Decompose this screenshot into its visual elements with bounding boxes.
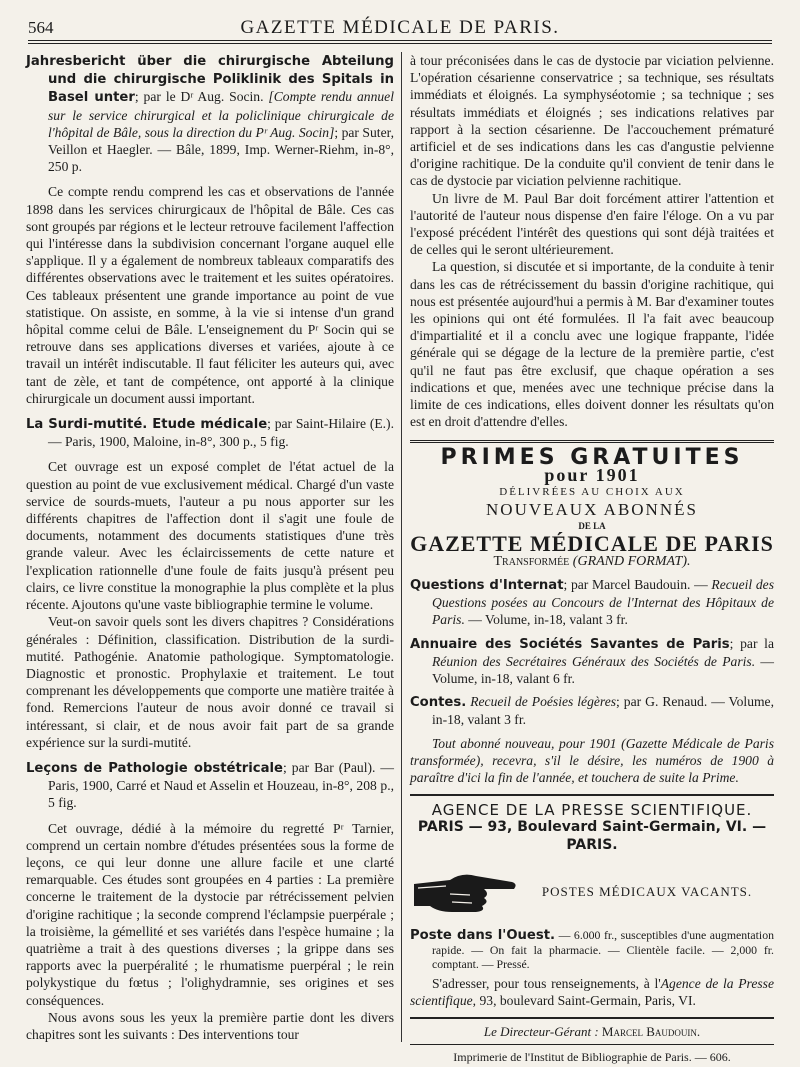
left-column xyxy=(26,52,394,1043)
vacancies-title: POSTES MÉDICAUX VACANTS. xyxy=(541,884,753,900)
vacancy-ouest: Poste dans l'Ouest. — 6.000 fr., susceptibles d'une augmentation rapide. — On fait la pharmacie. — Clientèle facile. — 2,000 fr. comptant. — Pressé. xyxy=(410,927,774,971)
promo-year: pour 1901 xyxy=(544,464,640,485)
review-2-heading: La Surdi-mutité. Etude médicale; par Saint-Hilaire (E.). — Paris, 1900, Maloine, in-8°, 300 p., 5 fig. xyxy=(26,416,394,450)
director-line: Le Directeur-Gérant : Marcel Baudouin. xyxy=(410,1017,774,1040)
promo-format: Transformée (GRAND FORMAT). xyxy=(493,553,691,569)
column-separator xyxy=(401,52,402,1042)
header-rule xyxy=(28,43,772,44)
review-3-continuation-3: La question, si discutée et si importante, de la conduite à tenir dans les cas de rétrécissement du bassin d'origine rachitique, qui nous est présentée aujourd'hui a permis à M. Bar d'examiner toutes les opinions qui ont été formulées. Il l'a fait avec beaucoup d'impartialité et il a conclu avec une logique frappante, l'idée générale qui se dégage de la lecture de la première partie, c'est qu'il ne faut pas être exclusif, que chaque opération a ses indications et que, menées avec une technique précise dans la limite de ces indications, elles doivent donner les résultats qu'on est en droit d'attendre d'elles. xyxy=(410,259,774,430)
page-number: 564 xyxy=(28,18,54,37)
review-3-heading: Leçons de Pathologie obstétricale; par Bar (Paul). — Paris, 1900, Carré et Naud et Asselin et Houzeau, in-8°, 208 p., 5 fig. xyxy=(26,759,394,811)
press-agency-box xyxy=(410,794,774,854)
review-3-continuation-1: à tour préconisées dans le cas de dystocie par viciation pelvienne. L'opération césarienne conservatrice ; sa technique, ses résultats immédiats et éloignés. La symphyséotomie ; sa technique ; ses résultats immédiats et éloignés ; ses indications relatives par rapport à la section césarienne. De l'accouchement prématuré artificiel et de ses indications dans les cas d'angustie pelvienne d'origine rachitique. De la conduite qu'il convient de tenir dans le cas de dystocie par viciation pelvienne rachitique. xyxy=(410,53,774,189)
promo-gazette-name: GAZETTE MÉDICALE DE PARIS xyxy=(410,531,774,557)
review-2-body-1: Cet ouvrage est un exposé complet de l'état actuel de la question au point de vue exclusivement médical. Chargé d'un vaste service de sourds-muets, l'auteur a pu nous apporter sur les différents chapitres de l'affection dont il s'agit une foule de documents, notamment des documents statistiques d'une très grande valeur. Avec les éclaircissements de cette nature et l'explication rationnelle d'une foule de faits jusqu'à présent peu clairs, ce livre constitue la monographie la plus complète et la plus récente. Ajoutons qu'une vaste bibliographie termine le volume. xyxy=(26,459,394,613)
review-2-body-2: Veut-on savoir quels sont les divers chapitres ? Considérations générales : Définition, classification. Distribution de la surdi-mutité. Pathogénie. Anatomie pathologique. Symptomatologie. Diagnostic et pronostic. Prophylaxie et traitement. Le tout comprenant les développements que comporte une matière traitée à fond. Remercions l'auteur de nous avoir donné ce travail si intéressant, si clair, et de nous avoir fait part de sa grande expérience sur la surdi-mutité. xyxy=(26,614,394,750)
premium-annuaire: Annuaire des Sociétés Savantes de Paris; par la Réunion des Secrétaires Généraux des Sociétés de Paris. — Volume, in-18, valant 6 fr. xyxy=(410,635,774,686)
review-1-body: Ce compte rendu comprend les cas et observations de l'année 1898 dans les services chirurgicaux de l'hôpital de Bâle. Ces cas sont groupés par régions et le lecteur retrouve facilement l'affection qui l'intéresse dans la subdivision concernant l'organe auquel elle s'applique. Il y a également de nombreux tableaux comparatifs des différentes observations avec le traitement et les suites opératoires. Ces tableaux présentent une grande importance au point de vue statistique. On assiste, en somme, à la vie si intense d'un grand hôpital comme celui de Bâle. L'enseignement du Pʳ Socin qui se retrouve dans ses applications diverses et variées, ajoute à ce travail un intérêt indiscutable. Il faut féliciter les auteurs qui, avec tant de zèle, et tant de compétence, ont apporté à la clinique chirurgicale un document aussi important. xyxy=(26,184,394,406)
review-3-body-1: Cet ouvrage, dédié à la mémoire du regretté Pʳ Tarnier, comprend un certain nombre d'études présentées sous la forme de leçons, ce qui leur donne une allure facile et une clarté remarquable. Ces études sont groupées en 4 parties : La première concerne le traitement de la dystocie par rétrécissement pelvien d'origine rachitique ; la seconde comprend l'éclampsie puerpérale ; la troisième, la gémellité et ses variétés dans l'espèce humaine ; la quatrième a trait à des questions diverses ; la grippe dans ses rapports avec la puerpéralité ; le rhumatisme puerpéral ; le rein polykystique du fœtus ; l'olighydramnie, ses origines et ses conséquences. xyxy=(26,820,394,1008)
right-column xyxy=(410,52,774,1067)
premium-announcement: Tout abonné nouveau, pour 1901 (Gazette Médicale de Paris transformée), recevra, s'il le désire, les numéros de 1900 à paraître d'ici la fin de l'année, et touchera de suite la Prime. xyxy=(410,735,774,785)
premium-contes: Contes. Recueil de Poésies légères; par G. Renaud. — Volume, in-18, valant 3 fr. xyxy=(410,694,774,728)
pointing-hand-icon xyxy=(410,862,520,922)
promo-title: PRIMES GRATUITES xyxy=(440,445,744,471)
agency-contact: S'adresser, pour tous renseignements, à l'Agence de la Presse scientifique, 93, boulevard Saint-Germain, Paris, VI. xyxy=(410,975,774,1008)
agency-address: PARIS — 93, Boulevard Saint-Germain, VI. — PARIS. xyxy=(417,819,767,853)
running-header xyxy=(28,14,772,41)
premium-questions-internat: Questions d'Internat; par Marcel Baudouin. — Recueil des Questions posées au Concours de l'Internat des Hôpitaux de Paris. — Volume, in-18, valant 3 fr. xyxy=(410,576,774,628)
subscription-premium-box xyxy=(410,440,774,786)
review-3-continuation-2: Un livre de M. Paul Bar doit forcément attirer l'attention et l'autorité de l'auteur nous dispense d'en faire l'éloge. On a vu par l'exposé précédent l'intérêt des questions qui sont déjà traitées et de celles qui le seront ultérieurement. xyxy=(410,190,774,258)
promo-de-la: DE LA xyxy=(578,521,606,532)
promo-new-subscribers: NOUVEAUX ABONNÉS xyxy=(486,500,698,520)
journal-title: GAZETTE MÉDICALE DE PARIS. xyxy=(240,17,560,38)
review-3-body-2: Nous avons sous les yeux la première partie dont les divers chapitres sont les suivants : Des interventions tour xyxy=(26,1009,394,1042)
review-1-heading: Jahresbericht über die chirurgische Abteilung und die chirurgische Poliklinik des Spitals in Basel unter; par le Dʳ Aug. Socin. [Compte rendu annuel sur le service chirurgical et la policlinique chirurgicale de l'hôpital de Bâle, sous la direction du Pʳ Aug. Socin]; par Suter, Veillon et Haegler. — Bâle, 1899, Imp. Werner-Riehm, in-8°, 250 p. xyxy=(26,54,394,175)
promo-subtitle: DÉLIVRÉES AU CHOIX AUX xyxy=(499,485,685,498)
vacancies-banner xyxy=(410,860,774,924)
printer-line: Imprimerie de l'Institut de Bibliographie de Paris. — 606. xyxy=(410,1044,774,1066)
agency-name: AGENCE DE LA PRESSE SCIENTIFIQUE. xyxy=(431,801,753,820)
